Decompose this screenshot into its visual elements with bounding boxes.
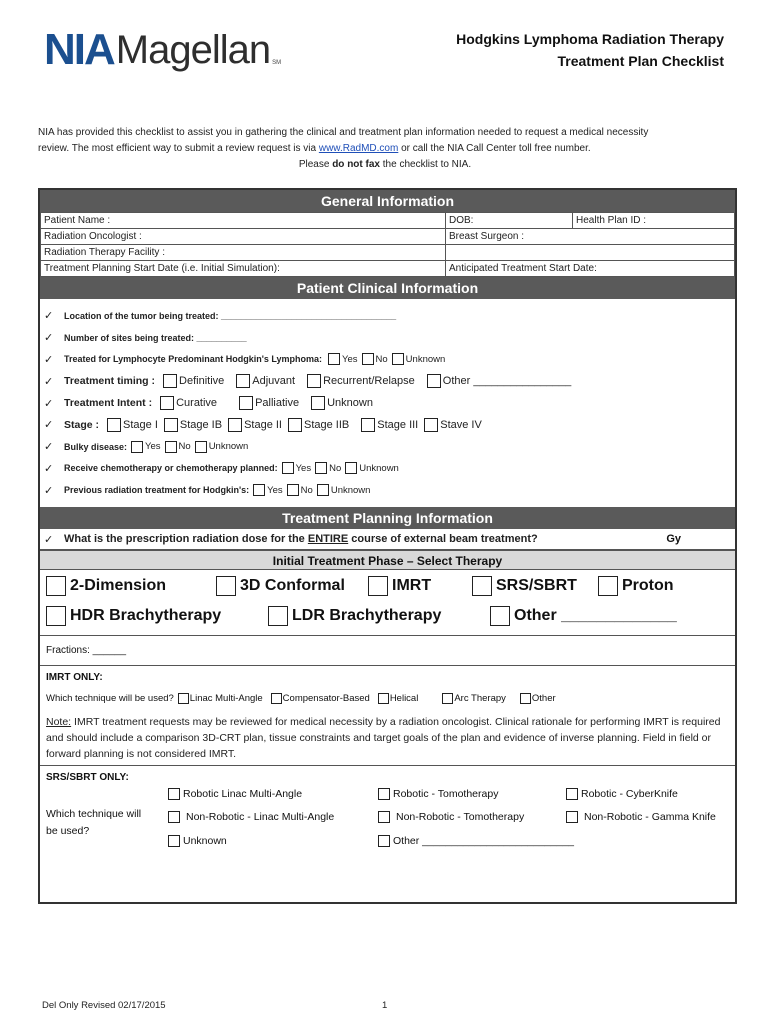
- general-info-table: [40, 212, 735, 277]
- therapy-3d-label: 3D Conformal: [240, 577, 345, 595]
- therapy-3d-checkbox[interactable]: [216, 576, 236, 596]
- srs-nonrobotic-tomo-option[interactable]: [378, 811, 524, 823]
- imrt-only-section: [40, 666, 735, 766]
- timing-row: [40, 370, 735, 392]
- lp-no-checkbox[interactable]: [362, 353, 374, 365]
- intent-palliative-checkbox[interactable]: [239, 396, 253, 410]
- therapy-other-checkbox[interactable]: [490, 606, 510, 626]
- prev-yes-checkbox[interactable]: [253, 484, 265, 496]
- srs-other-option[interactable]: [378, 835, 574, 847]
- lp-yes-checkbox[interactable]: [328, 353, 340, 365]
- bulky-no-checkbox[interactable]: [165, 441, 177, 453]
- chemo-yes-checkbox[interactable]: [282, 462, 294, 474]
- stage-iv-checkbox[interactable]: [424, 418, 438, 432]
- dose-unit-gy: Gy: [666, 533, 681, 546]
- therapy-hdr-checkbox[interactable]: [46, 606, 66, 626]
- stage-iib-checkbox[interactable]: [288, 418, 302, 432]
- srs-other-label: Other __________________________: [393, 835, 575, 848]
- srs-robotic-cyberknife-option[interactable]: [566, 788, 678, 800]
- therapy-3d-option[interactable]: [216, 576, 345, 596]
- intro-line-3-post: the checklist to NIA.: [379, 159, 472, 170]
- bulky-no-label: No: [178, 441, 191, 453]
- stage-i-checkbox[interactable]: [107, 418, 121, 432]
- timing-recurrent-checkbox[interactable]: [307, 374, 321, 388]
- checklist-form: [38, 188, 737, 904]
- timing-definitive-label: Definitive: [179, 375, 225, 388]
- therapy-imrt-label: IMRT: [392, 577, 432, 595]
- srs-sbrt-only-section: [40, 766, 735, 852]
- intro-line-2-pre: review. The most efficient way to submit a review request is via: [38, 143, 319, 154]
- stage-row: [40, 414, 735, 436]
- timing-definitive-checkbox[interactable]: [163, 374, 177, 388]
- imrt-linac-checkbox[interactable]: [178, 693, 189, 704]
- imrt-note-label: Note:: [46, 716, 72, 729]
- therapy-ldr-checkbox[interactable]: [268, 606, 288, 626]
- intro-line-1: NIA has provided this checklist to assist you in gathering the clinical and treatment plan information needed to request a medical necessity: [38, 127, 649, 138]
- therapy-ldr-label: LDR Brachytherapy: [292, 607, 442, 625]
- checkmark-icon: ✓: [44, 397, 54, 410]
- fractions-field[interactable]: Fractions: ______: [40, 636, 735, 666]
- prev-unknown-checkbox[interactable]: [317, 484, 329, 496]
- imrt-compensator-checkbox[interactable]: [271, 693, 282, 704]
- srs-nonrobotic-linac-option[interactable]: [168, 811, 334, 823]
- page-header: [0, 0, 770, 110]
- imrt-technique-row: [46, 686, 729, 710]
- therapy-hdr-label: HDR Brachytherapy: [70, 607, 222, 625]
- imrt-other-checkbox[interactable]: [520, 693, 531, 704]
- prev-radiation-row: [40, 479, 735, 501]
- intent-palliative-label: Palliative: [255, 397, 300, 410]
- srs-nonrobotic-gamma-option[interactable]: [566, 811, 716, 823]
- stage-ii-label: Stage II: [244, 418, 282, 431]
- facility-blank-cell: [446, 245, 735, 261]
- intent-curative-label: Curative: [176, 397, 218, 410]
- lp-unknown-label: Unknown: [405, 353, 446, 365]
- stage-i-label: Stage I: [123, 418, 158, 431]
- intro-line-2-post: or call the NIA Call Center toll free number.: [398, 143, 591, 154]
- prev-radiation-label: Previous radiation treatment for Hodgkin's:: [64, 485, 250, 496]
- therapy-other-option[interactable]: [490, 606, 677, 626]
- intro-text: [38, 125, 732, 173]
- intro-line-3: [38, 157, 732, 173]
- bulky-yes-label: Yes: [145, 441, 161, 453]
- therapy-proton-option[interactable]: [598, 576, 674, 596]
- imrt-only-title: IMRT ONLY:: [46, 672, 103, 684]
- srs-robotic-cyberknife-checkbox[interactable]: [566, 788, 578, 800]
- page-number: 1: [382, 1000, 388, 1011]
- stage-iii-checkbox[interactable]: [361, 418, 375, 432]
- rx-entire: ENTIRE: [307, 533, 349, 546]
- chemo-label: Receive chemotherapy or chemotherapy planned:: [64, 463, 278, 474]
- srs-robotic-tomo-option[interactable]: [378, 788, 498, 800]
- logo-nia-text: NIA: [44, 25, 114, 74]
- srs-robotic-linac-option[interactable]: [168, 788, 302, 800]
- timing-other-label: Other ________________: [442, 375, 572, 388]
- checkmark-icon: ✓: [44, 419, 54, 432]
- checkmark-icon: ✓: [44, 353, 54, 366]
- srs-nonrobotic-linac-label: Non-Robotic - Linac Multi-Angle: [186, 811, 335, 824]
- bulky-unknown-label: Unknown: [208, 441, 249, 453]
- srs-unknown-checkbox[interactable]: [168, 835, 180, 847]
- planning-start-date-field[interactable]: Treatment Planning Start Date (i.e. Initial Simulation):: [41, 261, 446, 277]
- srs-nonrobotic-gamma-label: Non-Robotic - Gamma Knife: [584, 811, 716, 824]
- do-not-fax-text: do not fax: [332, 159, 380, 170]
- intent-label: Treatment Intent :: [64, 397, 153, 410]
- imrt-other-label: Other: [531, 692, 556, 704]
- therapy-srs-label: SRS/SBRT: [496, 577, 577, 595]
- srs-only-title: SRS/SBRT ONLY:: [46, 772, 129, 784]
- location-field[interactable]: Location of the tumor being treated: ___________________________________: [64, 310, 397, 321]
- lp-yes-label: Yes: [342, 353, 358, 365]
- srs-robotic-tomo-checkbox[interactable]: [378, 788, 390, 800]
- imrt-compensator-label: Compensator-Based: [282, 692, 370, 704]
- timing-adjuvant-checkbox[interactable]: [236, 374, 250, 388]
- imrt-arc-checkbox[interactable]: [442, 693, 453, 704]
- lp-hodgkin-row: [40, 349, 735, 371]
- bulky-row: [40, 436, 735, 458]
- facility-field[interactable]: Radiation Therapy Facility :: [41, 245, 446, 261]
- checkmark-icon: ✓: [44, 310, 54, 323]
- therapy-2d-checkbox[interactable]: [46, 576, 66, 596]
- stage-ib-checkbox[interactable]: [164, 418, 178, 432]
- stage-label: Stage :: [64, 418, 100, 431]
- lp-unknown-checkbox[interactable]: [392, 353, 404, 365]
- imrt-note: [46, 714, 729, 762]
- checkmark-icon: ✓: [44, 441, 54, 454]
- imrt-helical-checkbox[interactable]: [378, 693, 389, 704]
- srs-robotic-linac-label: Robotic Linac Multi-Angle: [183, 788, 303, 801]
- therapy-2d-label: 2-Dimension: [70, 577, 167, 595]
- radiation-oncologist-field[interactable]: Radiation Oncologist :: [41, 229, 446, 245]
- imrt-which-label: Which technique will be used?: [46, 692, 174, 704]
- checkmark-icon: ✓: [44, 533, 54, 546]
- chemo-unknown-checkbox[interactable]: [345, 462, 357, 474]
- checkmark-icon: ✓: [44, 462, 54, 475]
- bulky-yes-checkbox[interactable]: [131, 441, 143, 453]
- stage-iib-label: Stage IIB: [304, 418, 350, 431]
- therapy-ldr-option[interactable]: [268, 606, 441, 626]
- srs-unknown-option[interactable]: [168, 835, 227, 847]
- general-info-heading: General Information: [40, 190, 735, 212]
- page-footer: [42, 1000, 742, 1011]
- stage-ib-label: Stage IB: [179, 418, 223, 431]
- srs-other-checkbox[interactable]: [378, 835, 390, 847]
- stage-ii-checkbox[interactable]: [228, 418, 242, 432]
- intent-row: [40, 392, 735, 414]
- chemo-no-checkbox[interactable]: [315, 462, 327, 474]
- lp-hodgkin-question: Treated for Lymphocyte Predominant Hodgkin's Lymphoma:: [64, 354, 323, 365]
- rx-pre: What is the prescription radiation dose for the: [64, 533, 308, 546]
- srs-which-label: Which technique will be used?: [46, 808, 142, 838]
- therapy-options: [40, 570, 735, 636]
- dob-field[interactable]: DOB:: [446, 213, 573, 229]
- intent-curative-checkbox[interactable]: [160, 396, 174, 410]
- title-line-1: Hodgkins Lymphoma Radiation Therapy: [456, 31, 724, 47]
- imrt-linac-label: Linac Multi-Angle: [189, 692, 263, 704]
- checkmark-icon: ✓: [44, 484, 54, 497]
- intent-unknown-checkbox[interactable]: [311, 396, 325, 410]
- document-title: [456, 28, 724, 72]
- sites-field[interactable]: Number of sites being treated: __________: [64, 332, 247, 343]
- revision-date: Del Only Revised 02/17/2015: [42, 1000, 166, 1011]
- chemo-unknown-label: Unknown: [359, 462, 399, 474]
- timing-other-checkbox[interactable]: [427, 374, 441, 388]
- imrt-helical-label: Helical: [389, 692, 419, 704]
- therapy-hdr-option[interactable]: [46, 606, 221, 626]
- therapy-proton-checkbox[interactable]: [598, 576, 618, 596]
- srs-unknown-label: Unknown: [183, 835, 227, 848]
- sites-row: [40, 327, 735, 349]
- health-plan-id-field[interactable]: Health Plan ID :: [573, 213, 735, 229]
- chemo-no-label: No: [329, 462, 342, 474]
- srs-nonrobotic-tomo-checkbox[interactable]: [378, 811, 390, 823]
- therapy-proton-label: Proton: [622, 577, 674, 595]
- therapy-srs-checkbox[interactable]: [472, 576, 492, 596]
- bulky-unknown-checkbox[interactable]: [195, 441, 207, 453]
- chemo-yes-label: Yes: [295, 462, 312, 474]
- intro-line-3-pre: Please: [298, 159, 333, 170]
- timing-label: Treatment timing :: [64, 375, 156, 388]
- prev-unknown-label: Unknown: [330, 484, 371, 496]
- prescription-dose-question: [64, 533, 538, 545]
- therapy-2d-option[interactable]: [46, 576, 166, 596]
- planning-info-heading: Treatment Planning Information: [40, 507, 735, 529]
- srs-nonrobotic-gamma-checkbox[interactable]: [566, 811, 578, 823]
- location-row: [40, 305, 735, 327]
- anticipated-start-date-field[interactable]: Anticipated Treatment Start Date:: [446, 261, 735, 277]
- logo-magellan-text: Magellan: [115, 28, 271, 72]
- intro-line-2: [38, 141, 732, 157]
- chemo-row: [40, 458, 735, 480]
- prescription-dose-row: [40, 529, 735, 550]
- radmd-link[interactable]: www.RadMD.com: [318, 143, 399, 154]
- intent-unknown-label: Unknown: [327, 397, 373, 410]
- stage-iv-label: Stave IV: [440, 418, 482, 431]
- timing-adjuvant-label: Adjuvant: [252, 375, 296, 388]
- prev-no-checkbox[interactable]: [287, 484, 299, 496]
- stage-iii-label: Stage III: [377, 418, 419, 431]
- therapy-imrt-checkbox[interactable]: [368, 576, 388, 596]
- patient-name-field[interactable]: Patient Name :: [41, 213, 446, 229]
- breast-surgeon-field[interactable]: Breast Surgeon :: [446, 229, 735, 245]
- prev-no-label: No: [300, 484, 313, 496]
- checkmark-icon: ✓: [44, 332, 54, 345]
- clinical-info-section: [40, 299, 735, 507]
- srs-robotic-cyberknife-label: Robotic - CyberKnife: [581, 788, 678, 801]
- clinical-info-heading: Patient Clinical Information: [40, 277, 735, 299]
- srs-robotic-linac-checkbox[interactable]: [168, 788, 180, 800]
- bulky-label: Bulky disease:: [64, 441, 128, 452]
- therapy-imrt-option[interactable]: [368, 576, 431, 596]
- timing-recurrent-label: Recurrent/Relapse: [323, 375, 415, 388]
- imrt-arc-label: Arc Therapy: [454, 692, 506, 704]
- srs-robotic-tomo-label: Robotic - Tomotherapy: [393, 788, 499, 801]
- initial-phase-heading: Initial Treatment Phase – Select Therapy: [40, 550, 735, 570]
- logo-service-mark: SM: [272, 60, 282, 66]
- imrt-note-text: IMRT treatment requests may be reviewed for medical necessity by a radiation oncologist. Clinical rationale for performing IMRT is required and should include a comparison 3D-CRT plan, tissue constraints and target goals of the plan and evidence of inverse planning. Field in field or forward planning is not considered IMRT.: [46, 716, 721, 761]
- therapy-srs-option[interactable]: [472, 576, 577, 596]
- srs-nonrobotic-linac-checkbox[interactable]: [168, 811, 180, 823]
- srs-nonrobotic-tomo-label: Non-Robotic - Tomotherapy: [396, 811, 525, 824]
- nia-magellan-logo: [44, 25, 282, 74]
- lp-no-label: No: [375, 353, 388, 365]
- rx-post: course of external beam treatment?: [348, 533, 538, 546]
- prev-yes-label: Yes: [267, 484, 283, 496]
- title-line-2: Treatment Plan Checklist: [557, 53, 724, 69]
- checkmark-icon: ✓: [44, 375, 54, 388]
- therapy-other-label: Other _____________: [514, 607, 677, 625]
